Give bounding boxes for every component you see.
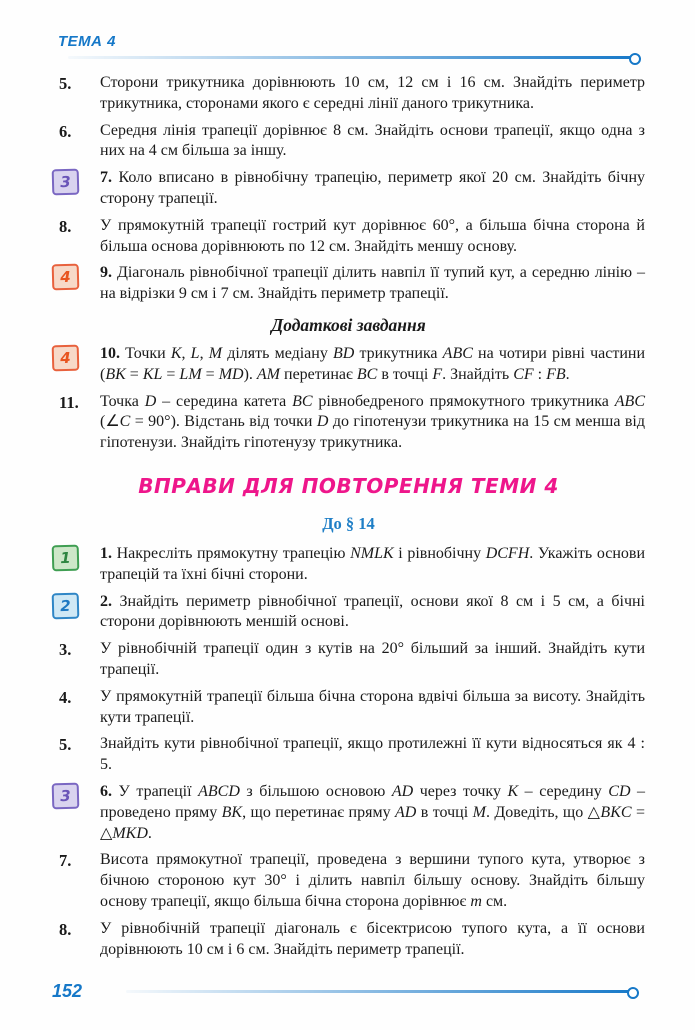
problem-8 bbox=[52, 216, 645, 258]
problem-text: 6. У трапеції ABCD з більшою основою AD через точку K – середину CD – проведено пряму BK, що перетинає пряму AD в точці M. Доведіть, що △BKC = △MKD. bbox=[100, 782, 646, 842]
problem-number: 6. bbox=[100, 782, 112, 800]
difficulty-badge: 4 bbox=[52, 264, 80, 291]
problem-number: 9. bbox=[100, 264, 112, 282]
problem-text: У рівнобічній трапеції один з кутів на 20° більший за інший. Знайдіть кути трапеції. bbox=[100, 640, 645, 678]
problem-9 bbox=[52, 263, 645, 305]
problem-5 bbox=[52, 73, 645, 115]
paragraph-reference-heading: До § 14 bbox=[322, 513, 375, 533]
problem-text: У прямокутній трапеції гострий кут дорівнює 60°, а більша бічна сторона й більша основа дорівнюють по 12 см. Знайдіть меншу основу. bbox=[100, 216, 645, 255]
problem-number: 5. bbox=[59, 735, 72, 755]
topic-label: ТЕМА 4 bbox=[58, 33, 117, 50]
review-problem-7 bbox=[52, 850, 645, 912]
problem-7 bbox=[52, 168, 645, 210]
problem-text: Висота прямокутної трапеції, проведена з вершини тупого кута, утворює з бічною стороною кут 30° і ділить навпіл більшу основу. Знайдіть більшу основу трапеції, якщо більша бічна сторона дорівнює m см. bbox=[100, 851, 645, 910]
page-number: 152 bbox=[52, 981, 83, 1001]
problem-6 bbox=[52, 121, 645, 163]
review-section-heading: ВПРАВИ ДЛЯ ПОВТОРЕННЯ ТЕМИ 4 bbox=[138, 473, 559, 498]
problem-number: 4. bbox=[59, 687, 72, 707]
rule-endpoint-dot bbox=[627, 987, 639, 999]
problem-text: 9. Діагональ рівнобічної трапеції ділить навпіл її тупий кут, а середню лінію – на відрізки 9 см і 7 см. Знайдіть периметр трапеції. bbox=[100, 264, 646, 303]
problem-number: 5. bbox=[59, 74, 72, 93]
footer-rule bbox=[126, 990, 637, 993]
review-problem-4 bbox=[52, 687, 645, 729]
problem-number: 10. bbox=[100, 344, 120, 362]
problem-text: 1. Накресліть прямокутну трапецію NMLK і рівнобічну DCFH. Укажіть основи трапецій та їхні бічні сторони. bbox=[100, 544, 646, 583]
review-problem-5 bbox=[52, 734, 645, 776]
problem-number: 7. bbox=[100, 169, 112, 187]
problem-number: 1. bbox=[100, 544, 112, 562]
problem-10 bbox=[52, 344, 645, 386]
extra-tasks-heading: Додаткові завдання bbox=[271, 314, 426, 335]
problem-11 bbox=[52, 392, 645, 454]
problem-number: 7. bbox=[59, 851, 72, 871]
problem-number: 8. bbox=[59, 216, 72, 236]
difficulty-badge: 1 bbox=[52, 545, 80, 572]
difficulty-badge: 3 bbox=[52, 169, 80, 196]
rule-endpoint-dot bbox=[629, 53, 641, 65]
problem-text: Точка D – середина катета BC рівнобедреного прямокутного трикутника ABC (∠C = 90°). Відстань від точки D до гіпотенузи трикутника на 15 см менша від гіпотенузи. Знайдіть гіпотенузу трикутника. bbox=[100, 392, 646, 452]
problem-text: Середня лінія трапеції дорівнює 8 см. Знайдіть основи трапеції, якщо одна з них на 4 см більша за іншу. bbox=[100, 121, 645, 160]
difficulty-badge: 2 bbox=[52, 592, 80, 619]
problem-number: 3. bbox=[59, 640, 72, 660]
problem-number: 6. bbox=[59, 121, 72, 141]
review-problem-8 bbox=[52, 919, 645, 961]
review-problem-1 bbox=[52, 544, 645, 586]
problem-text: У прямокутній трапеції більша бічна сторона вдвічі більша за висоту. Знайдіть кути трапеції. bbox=[100, 687, 645, 726]
problem-text: 7. Коло вписано в рівнобічну трапецію, периметр якої 20 см. Знайдіть бічну сторону трапеції. bbox=[100, 169, 646, 207]
problem-text: Знайдіть кути рівнобічної трапеції, якщо протилежні її кути відносяться як 4 : 5. bbox=[100, 735, 645, 774]
difficulty-badge: 4 bbox=[52, 345, 80, 372]
problem-number: 2. bbox=[100, 592, 112, 610]
problem-text: 2. Знайдіть периметр рівнобічної трапеції, основи якої 8 см і 5 см, а бічні сторони дорівнюють меншій основі. bbox=[100, 592, 645, 631]
problem-text: 10. Точки K, L, M ділять медіану BD трикутника ABC на чотири рівні частини (BK = KL = LM = MD). AM перетинає BC в точці F. Знайдіть CF : FB. bbox=[100, 344, 646, 383]
page-footer bbox=[52, 981, 643, 1002]
problem-text: Сторони трикутника дорівнюють 10 см, 12 см і 16 см. Знайдіть периметр трикутника, сторонами якого є середні лінії даного трикутника. bbox=[100, 74, 645, 112]
problem-text: У рівнобічній трапеції діагональ є бісектрисою тупого кута, а її основи дорівнюють 10 см і 6 см. Знайдіть периметр трапеції. bbox=[100, 919, 645, 958]
review-problem-2 bbox=[52, 592, 645, 634]
problem-number: 8. bbox=[59, 919, 72, 939]
review-problem-3 bbox=[52, 639, 645, 681]
review-problem-6 bbox=[52, 782, 645, 844]
difficulty-badge: 3 bbox=[52, 783, 80, 810]
page-content bbox=[0, 59, 695, 960]
header-rule bbox=[68, 56, 639, 59]
problem-number: 11. bbox=[59, 392, 79, 412]
page-header bbox=[0, 0, 695, 59]
